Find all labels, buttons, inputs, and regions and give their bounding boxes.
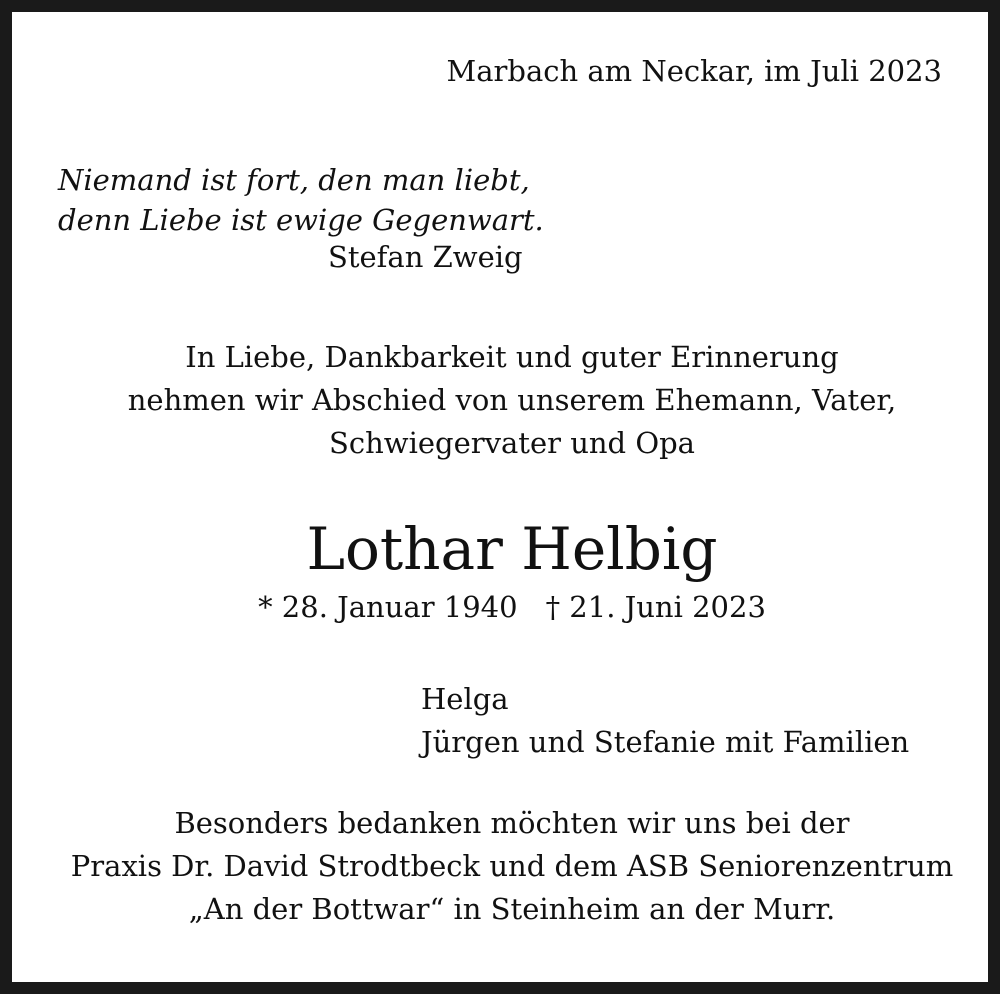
quote	[58, 160, 544, 240]
intro-line: Schwiegervater und Opa	[329, 426, 695, 460]
death-date: † 21. Juni 2023	[545, 590, 766, 624]
mourners	[421, 678, 909, 764]
intro-line: In Liebe, Dankbarkeit und guter Erinnerung	[185, 340, 839, 374]
thanks-line: Praxis Dr. David Strodtbeck und dem ASB Seniorenzentrum	[70, 849, 954, 883]
thanks-text	[12, 802, 1000, 931]
deceased-name: Lothar Helbig	[306, 515, 718, 583]
place-date: Marbach am Neckar, im Juli 2023	[446, 54, 942, 88]
quote-line: denn Liebe ist ewige Gegenwart.	[58, 203, 544, 237]
birth-date: * 28. Januar 1940	[258, 590, 518, 624]
quote-author: Stefan Zweig	[328, 240, 523, 274]
mourner-line: Jürgen und Stefanie mit Familien	[421, 725, 910, 759]
mourner-line: Helga	[421, 682, 509, 716]
intro-line: nehmen wir Abschied von unserem Ehemann, Vater,	[127, 383, 897, 417]
quote-line: Niemand ist fort, den man liebt,	[58, 163, 530, 197]
thanks-line: Besonders bedanken möchten wir uns bei der	[174, 806, 850, 840]
life-dates	[12, 590, 1000, 624]
thanks-line: „An der Bottwar“ in Steinheim an der Murr.	[188, 892, 836, 926]
intro-text	[12, 336, 1000, 465]
